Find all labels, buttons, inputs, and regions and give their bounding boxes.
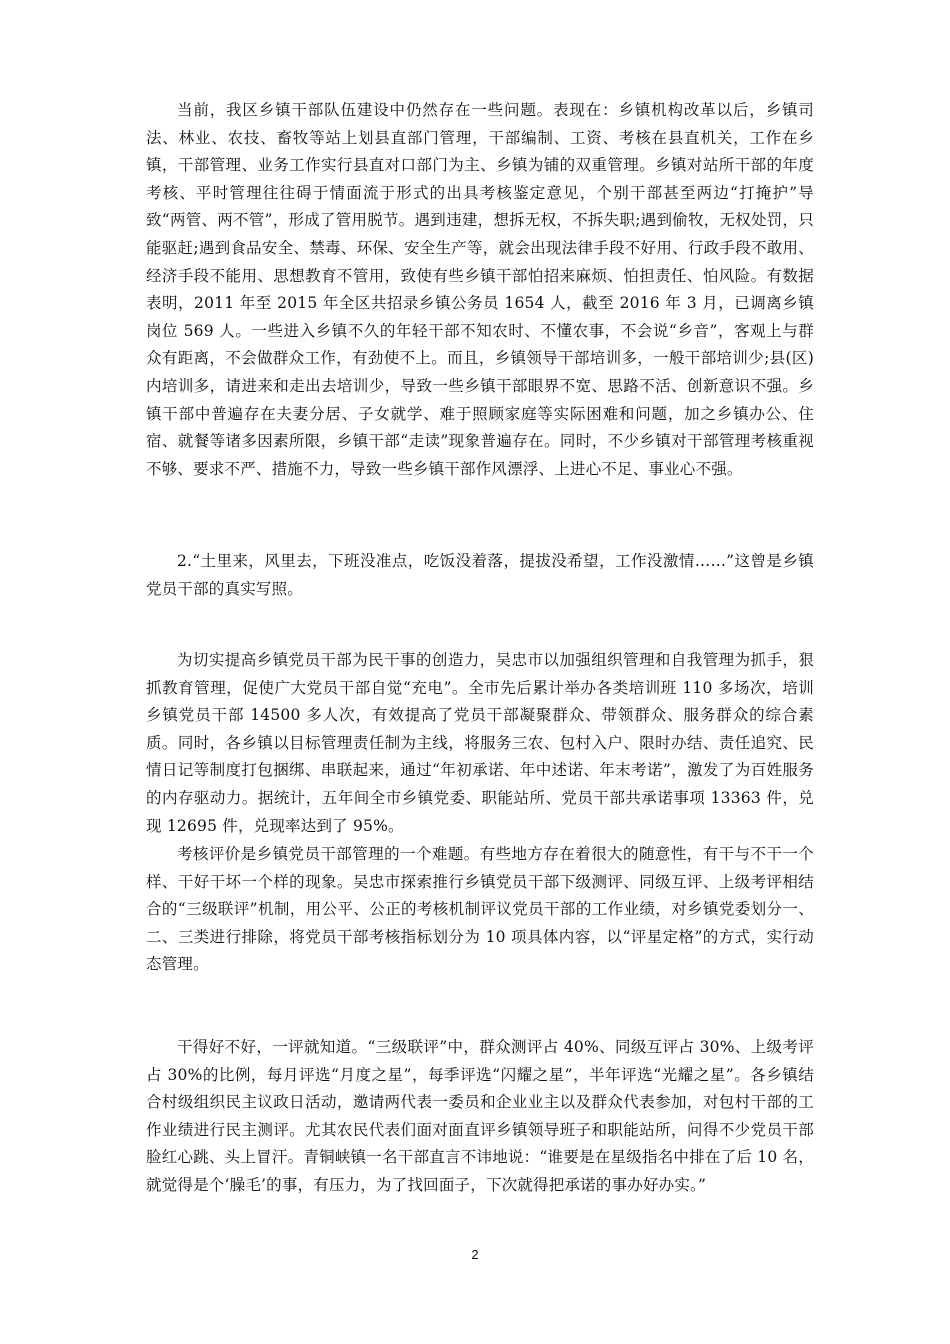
paragraph-evaluation: 考核评价是乡镇党员干部管理的一个难题。有些地方存在着很大的随意性，有干与不干一个样、干好干坏一个样的现象。吴忠市探索推行乡镇党员干部下级测评、同级互评、上级考评相结合的“三级联评”机制，用公平、公正的考核机制评议党员干部的工作业绩，对乡镇党委划分一、二、三类进行排除，将党员干部考核指标划分为 10 项具体内容，以“评星定格”的方式，实行动态管理。	[146, 845, 814, 974]
page-number: 2	[471, 1247, 479, 1262]
paragraph-problems: 当前，我区乡镇干部队伍建设中仍然存在一些问题。表现在：乡镇机构改革以后，乡镇司法、林业、农技、畜牧等站上划县直部门管理，干部编制、工资、考核在县直机关，工作在乡镇，干部管理、业务工作实行县直对口部门为主、乡镇为铺的双重管理。乡镇对站所干部的年度考核、平时管理往往碍于情面流于形式的出具考核鉴定意见，个别干部甚至两边“打掩护”导致“两管、两不管”，形成了管用脱节。遇到违建，想拆无权，不拆失职;遇到偷牧，无权处罚，只能驱赶;遇到食品安全、禁毒、环保、安全生产等，就会出现法律手段不好用、行政手段不敢用、经济手段不能用、思想教育不管用，致使有些乡镇干部怕招来麻烦、怕担责任、怕风险。有数据表明，2011 年至 2015 年全区共招录乡镇公务员 1654 人，截至 2016 年 3 月，已调离乡镇岗位 569 人。一些进入乡镇不久的年轻干部不知农时、不懂农事，不会说“乡音”，客观上与群众有距离，不会做群众工作，有劲使不上。而且，乡镇领导干部培训多，一般干部培训少;县(区)内培训多，请进来和走出去培训少，导致一些乡镇干部眼界不宽、思路不活、创新意识不强。乡镇干部中普遍存在夫妻分居、子女就学、难于照顾家庭等实际困难和问题，加之乡镇办公、住宿、就餐等诸多因素所限，乡镇干部“走读”现象普遍存在。同时，不少乡镇对干部管理考核重视不够、要求不严、措施不力，导致一些乡镇干部作风漂浮、上进心不足、事业心不强。	[146, 101, 814, 478]
paragraph-training: 为切实提高乡镇党员干部为民干事的创造力，吴忠市以加强组织管理和自我管理为抓手，狠抓教育管理，促使广大党员干部自觉“充电”。全市先后累计举办各类培训班 110 多场次，培训乡镇党员干部 14500 多人次，有效提高了党员干部凝聚群众、带领群众、服务群众的综合素质。同时，各乡镇以目标管理责任制为主线，将服务三农、包村入户、限时办结、责任追究、民情日记等制度打包捆绑、串联起来，通过“年初承诺、年中述诺、年末考诺”，激发了为百姓服务的内存驱动力。据统计，五年间全市乡镇党委、职能站所、党员干部共承诺事项 13363 件，兑现 12695 件，兑现率达到了 95%。	[146, 651, 814, 835]
paragraph-section-2: 2.“土里来，风里去，下班没准点，吃饭没着落，提拔没希望，工作没激情……”这曾是乡镇党员干部的真实写照。	[146, 552, 814, 598]
paragraph-three-level-review: 干得好不好，一评就知道。“三级联评”中，群众测评占 40%、同级互评占 30%、上级考评占 30%的比例，每月评选“月度之星”，每季评选“闪耀之星”，半年评选“光耀之星”。各乡镇结合村级组织民主议政日活动，邀请两代表一委员和企业业主以及群众代表参加，对包村干部的工作业绩进行民主测评。尤其农民代表们面对面直评乡镇领导班子和职能站所，问得不少党员干部脸红心跳、头上冒汗。青铜峡镇一名干部直言不讳地说：“谁要是在星级指名中排在了后 10 名，就觉得是个‘臊毛’的事，有压力，为了找回面子，下次就得把承诺的事办好办实。”	[146, 1038, 814, 1194]
